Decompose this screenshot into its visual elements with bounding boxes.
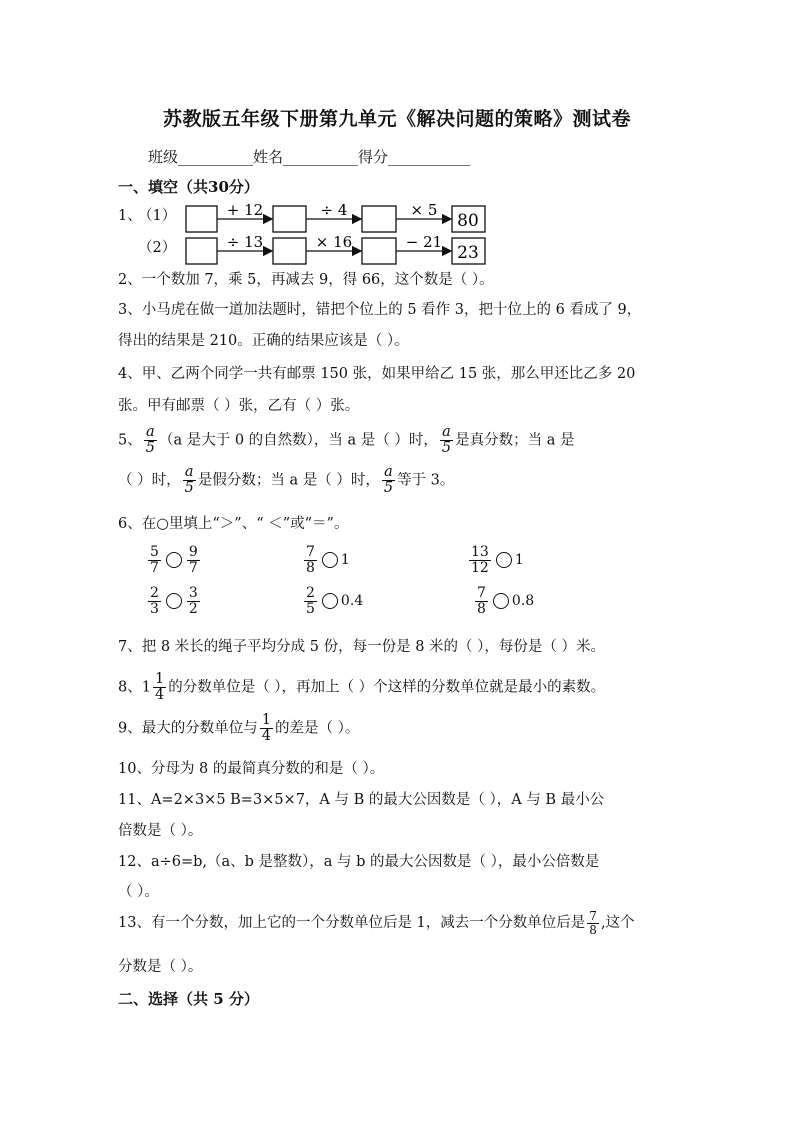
q1-prefix: 1、 — [118, 208, 142, 224]
q1-r1-op-1: + 12 — [226, 201, 264, 219]
q12-line-1: 12、a÷6=b,（a、b 是整数），a 与 b 的最大公因数是（ ），最小公倍数是 — [118, 854, 600, 870]
q1-r1-result: 80 — [457, 211, 479, 231]
q1-r1-box-2[interactable] — [273, 206, 306, 232]
fraction-a-over-5: $\frac{a}{5}$ — [441, 424, 452, 457]
q1-r1-box-1[interactable] — [186, 206, 217, 232]
q3-line-1: 3、小马虎在做一道加法题时，错把个位上的 5 看作 3，把十位上的 6 看成了 9， — [118, 302, 642, 318]
q1-r1-op-3: × 5 — [410, 201, 438, 219]
q13-line-2: 分数是（ ）。 — [118, 959, 203, 975]
q1-r2-op-1: ÷ 13 — [226, 233, 264, 251]
q5-prefix: 5、 — [118, 432, 142, 449]
q8: 8、1 $\frac{1}{4}$ 的分数单位是（ ），再加上（ ）个这样的分数单位就是最小的素数。 — [118, 671, 606, 704]
q1-r1-op-2: ÷ 4 — [320, 201, 348, 219]
fraction-7-over-8: $\frac{7}{8}$ — [589, 909, 597, 937]
compare-circle[interactable] — [322, 593, 338, 609]
q7: 7、把 8 米长的绳子平均分成 5 份，每一份是 8 米的（ ），每份是（ ）米。 — [118, 639, 606, 655]
q1-r2-box-2[interactable] — [273, 238, 306, 264]
fraction-a-over-5: $\frac{a}{5}$ — [184, 464, 194, 497]
q11-line-1: 11、A=2×3×5 B=3×5×7，A 与 B 的最大公因数是（ ），A 与 B 最小公 — [118, 792, 605, 808]
q13-line-1: 13、有一个分数，加上它的一个分数单位后是 1，减去一个分数单位后是 $\frac{7}{8}$ ,这个 — [118, 909, 635, 937]
q4-line-2: 张。甲有邮票（ ）张，乙有（ ）张。 — [118, 398, 360, 414]
q6-item-4: $\frac{2}{3}$ $\frac{3}{2}$ — [150, 585, 198, 617]
q2: 2、一个数加 7，乘 5，再减去 9，得 66，这个数是（ ）。 — [118, 272, 494, 288]
compare-circle[interactable] — [496, 552, 512, 568]
q6-item-2: $\frac{7}{8}$ 1 — [306, 544, 350, 576]
q6-instruction: 6、在○里填上“＞”、“ ＜”或“＝”。 — [118, 516, 349, 532]
q5-line-2: （ ）时， $\frac{a}{5}$ 是假分数；当 a 是（ ）时， $\frac{a}{5}$ 等于 3。 — [118, 464, 455, 497]
q11-line-2: 倍数是（ ）。 — [118, 823, 203, 839]
q1-r2-op-3: − 21 — [405, 233, 443, 251]
q6-item-3: $\frac{13}{12}$ 1 — [471, 544, 524, 576]
section-2-heading: 二、选择（共 5 分） — [118, 990, 259, 1008]
q1-row1-label: （1） — [138, 208, 177, 224]
q1-r2-box-1[interactable] — [186, 238, 217, 264]
q1-row2-label: （2） — [138, 240, 177, 256]
fraction-a-over-5: $\frac{a}{5}$ — [383, 464, 394, 497]
q1-flow-diagram — [0, 0, 794, 300]
q1-r2-result: 23 — [457, 243, 479, 263]
q3-line-2: 得出的结果是 210。正确的结果应该是（ ）。 — [118, 333, 409, 349]
compare-circle[interactable] — [322, 552, 338, 568]
student-info-line: 班级__________姓名__________得分___________ — [148, 148, 471, 166]
page-title: 苏教版五年级下册第九单元《解决问题的策略》测试卷 — [162, 108, 631, 130]
q6-item-6: $\frac{7}{8}$ 0.8 — [477, 585, 535, 617]
mixed-number: 1 $\frac{1}{4}$ — [141, 671, 165, 704]
q1-r2-box-3[interactable] — [362, 238, 396, 264]
fraction-a-over-5: $\frac{a}{5}$ — [145, 424, 155, 457]
q12-line-2: （ ）。 — [118, 884, 159, 900]
q10: 10、分母为 8 的最简真分数的和是（ ）。 — [118, 761, 385, 777]
q6-item-5: $\frac{2}{5}$ 0.4 — [306, 585, 364, 617]
fraction-1-over-4: $\frac{1}{4}$ — [261, 712, 271, 745]
q9: 9、最大的分数单位与 $\frac{1}{4}$ 的差是（ ）。 — [118, 712, 360, 745]
compare-circle[interactable] — [166, 593, 182, 609]
q1-r1-box-3[interactable] — [362, 206, 396, 232]
q6-item-1: $\frac{5}{7}$ $\frac{9}{7}$ — [150, 544, 198, 576]
section-1-heading: 一、填空（共30分） — [118, 178, 259, 196]
q5-line-1: 5、 $\frac{a}{5}$ （a 是大于 0 的自然数），当 a 是（ ）时， $\frac{a}{5}$ 是真分数；当 a 是 — [118, 424, 575, 457]
compare-circle[interactable] — [166, 552, 182, 568]
q4-line-1: 4、甲、乙两个同学一共有邮票 150 张，如果甲给乙 15 张，那么甲还比乙多 20 — [118, 366, 636, 382]
q1-r2-op-2: × 16 — [315, 233, 353, 251]
compare-circle[interactable] — [493, 593, 509, 609]
